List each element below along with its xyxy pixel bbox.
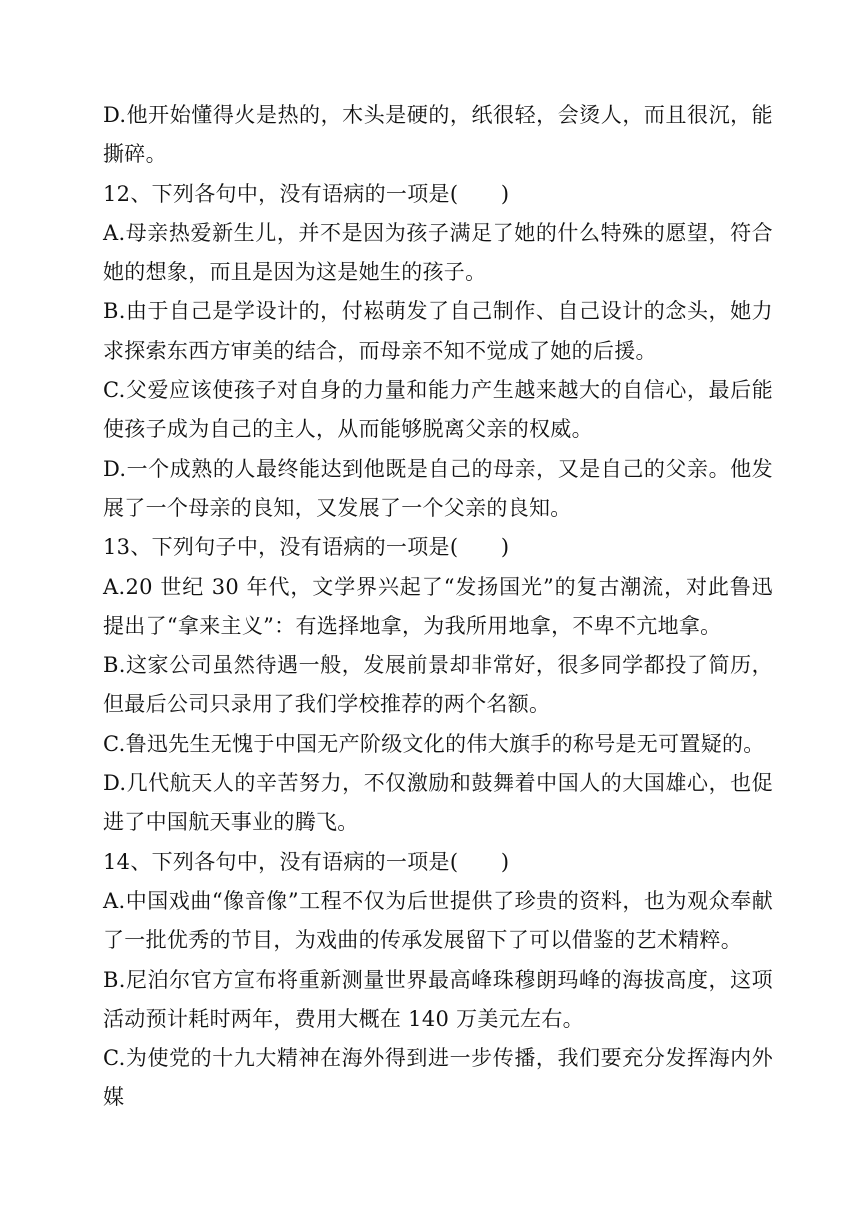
question-13-option-b: B.这家公司虽然待遇一般，发展前景却非常好，很多同学都投了简历，但最后公司只录用了我们学校推荐的两个名额。 [103, 653, 773, 717]
document-body [103, 96, 773, 1118]
question-12-option-a: A.母亲热爱新生儿，并不是因为孩子满足了她的什么特殊的愿望，符合她的想象，而且是因为这是她生的孩子。 [103, 220, 773, 285]
question-13-option-c: C.鲁迅先生无愧于中国无产阶级文化的伟大旗手的称号是无可置疑的。 [103, 731, 765, 756]
question-11-option-d: D.他开始懂得火是热的，木头是硬的，纸很轻，会烫人，而且很沉，能撕碎。 [103, 103, 773, 167]
question-14-option-c: C.为使党的十九大精神在海外得到进一步传播，我们要充分发挥海内外媒 [103, 1046, 773, 1110]
question-13-option-a: A.20 世纪 30 年代，文学界兴起了“发扬国光”的复古潮流，对此鲁迅提出了“拿来主义”：有选择地拿，为我所用地拿，不卑不亢地拿。 [103, 574, 773, 638]
question-14-option-b: B.尼泊尔官方宣布将重新测量世界最高峰珠穆朗玛峰的海拔高度，这项活动预计耗时两年，费用大概在 140 万美元左右。 [103, 967, 773, 1031]
question-12-option-c: C.父爱应该使孩子对自身的力量和能力产生越来越大的自信心，最后能使孩子成为自己的主人，从而能够脱离父亲的权威。 [103, 378, 773, 442]
question-12-option-b: B.由于自己是学设计的，付崧萌发了自己制作、自己设计的念头，她力求探索东西方审美的结合，而母亲不知不觉成了她的后援。 [103, 299, 773, 363]
question-13-stem: 13、下列句子中，没有语病的一项是( ) [103, 535, 510, 560]
question-12-option-d: D.一个成熟的人最终能达到他既是自己的母亲，又是自己的父亲。他发展了一个母亲的良知，又发展了一个父亲的良知。 [103, 456, 773, 520]
question-12-stem: 12、下列各句中，没有语病的一项是( ) [103, 181, 510, 206]
question-14-stem: 14、下列各句中，没有语病的一项是( ) [103, 849, 510, 874]
question-13-option-d: D.几代航天人的辛苦努力，不仅激励和鼓舞着中国人的大国雄心，也促进了中国航天事业的腾飞。 [103, 771, 773, 835]
question-14-option-a: A.中国戏曲“像音像”工程不仅为后世提供了珍贵的资料，也为观众奉献了一批优秀的节目，为戏曲的传承发展留下了可以借鉴的艺术精粹。 [103, 888, 773, 953]
